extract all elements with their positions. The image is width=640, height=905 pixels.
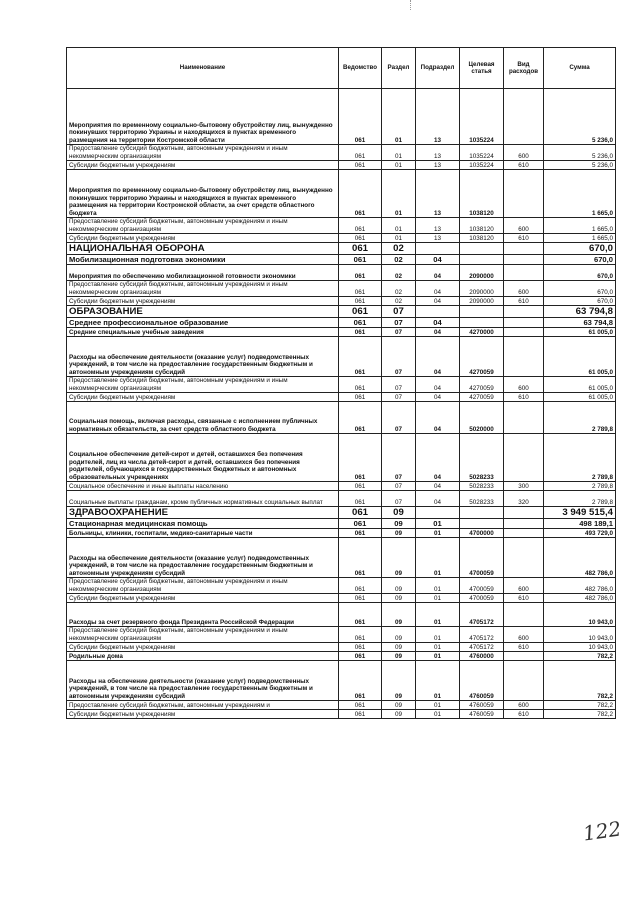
row-ved: 061 bbox=[339, 578, 382, 594]
table-row bbox=[67, 297, 616, 306]
row-razdel: 02 bbox=[382, 281, 416, 297]
table-row bbox=[67, 89, 616, 145]
row-vid: 600 bbox=[504, 627, 544, 643]
row-name: Расходы за счет резервного фонда Президента Российской Федерации bbox=[67, 603, 339, 627]
row-name: Родильные дома bbox=[67, 652, 339, 661]
row-podrazdel: 13 bbox=[416, 89, 460, 145]
row-ved: 061 bbox=[339, 482, 382, 491]
row-cel: 5028233 bbox=[460, 491, 504, 507]
row-vid bbox=[504, 328, 544, 337]
row-name: Субсидии бюджетным учреждениям bbox=[67, 393, 339, 402]
row-cel: 4760059 bbox=[460, 701, 504, 710]
row-cel: 5028233 bbox=[460, 434, 504, 482]
table-row bbox=[67, 328, 616, 337]
budget-table bbox=[66, 47, 616, 719]
row-razdel: 07 bbox=[382, 318, 416, 328]
row-name: Мероприятия по обеспечению мобилизационной готовности экономики bbox=[67, 265, 339, 281]
row-razdel: 07 bbox=[382, 491, 416, 507]
table-row bbox=[67, 281, 616, 297]
table-row bbox=[67, 306, 616, 318]
row-ved: 061 bbox=[339, 701, 382, 710]
row-summa: 482 786,0 bbox=[544, 594, 616, 603]
table-body bbox=[67, 89, 616, 719]
header-vid: Вид расходов bbox=[504, 48, 544, 89]
row-podrazdel: 04 bbox=[416, 318, 460, 328]
row-ved: 061 bbox=[339, 170, 382, 218]
table-row bbox=[67, 578, 616, 594]
row-vid: 600 bbox=[504, 218, 544, 234]
row-name: Предоставление субсидий бюджетным, автономным учреждениям и иным некоммерческим организациям bbox=[67, 218, 339, 234]
row-podrazdel: 04 bbox=[416, 337, 460, 377]
table-row bbox=[67, 594, 616, 603]
row-ved: 061 bbox=[339, 627, 382, 643]
table-row bbox=[67, 507, 616, 519]
row-razdel: 07 bbox=[382, 434, 416, 482]
row-vid bbox=[504, 652, 544, 661]
row-ved: 061 bbox=[339, 507, 382, 519]
row-podrazdel: 04 bbox=[416, 255, 460, 265]
row-ved: 061 bbox=[339, 491, 382, 507]
table-row bbox=[67, 519, 616, 529]
table-row bbox=[67, 529, 616, 538]
row-vid: 300 bbox=[504, 482, 544, 491]
row-razdel: 09 bbox=[382, 627, 416, 643]
row-vid: 610 bbox=[504, 710, 544, 719]
row-cel: 4705172 bbox=[460, 603, 504, 627]
row-ved: 061 bbox=[339, 89, 382, 145]
row-name: Предоставление субсидий бюджетным, автономным учреждениям и иным некоммерческим организациям bbox=[67, 377, 339, 393]
row-cel: 4700059 bbox=[460, 578, 504, 594]
row-ved: 061 bbox=[339, 529, 382, 538]
row-razdel: 07 bbox=[382, 402, 416, 434]
row-razdel: 01 bbox=[382, 218, 416, 234]
row-summa: 782,2 bbox=[544, 652, 616, 661]
table-row bbox=[67, 377, 616, 393]
table-header-row bbox=[67, 48, 616, 89]
row-summa: 1 665,0 bbox=[544, 170, 616, 218]
row-summa: 2 789,8 bbox=[544, 402, 616, 434]
row-razdel: 09 bbox=[382, 578, 416, 594]
row-vid: 610 bbox=[504, 297, 544, 306]
row-cel: 4700059 bbox=[460, 594, 504, 603]
row-vid bbox=[504, 306, 544, 318]
row-cel: 4270059 bbox=[460, 337, 504, 377]
row-razdel: 09 bbox=[382, 710, 416, 719]
row-cel: 2090000 bbox=[460, 281, 504, 297]
row-podrazdel bbox=[416, 306, 460, 318]
row-name: Субсидии бюджетным учреждениям bbox=[67, 161, 339, 170]
row-razdel: 01 bbox=[382, 234, 416, 243]
row-summa: 782,2 bbox=[544, 701, 616, 710]
row-razdel: 01 bbox=[382, 170, 416, 218]
table-row bbox=[67, 482, 616, 491]
page-number: 122 bbox=[581, 816, 623, 846]
row-name: Мобилизационная подготовка экономики bbox=[67, 255, 339, 265]
row-podrazdel: 04 bbox=[416, 434, 460, 482]
row-cel: 4270059 bbox=[460, 377, 504, 393]
header-cel: Целевая статья bbox=[460, 48, 504, 89]
row-name: Субсидии бюджетным учреждениям bbox=[67, 710, 339, 719]
row-ved: 061 bbox=[339, 337, 382, 377]
row-summa: 2 789,8 bbox=[544, 434, 616, 482]
row-summa: 782,2 bbox=[544, 710, 616, 719]
row-vid: 610 bbox=[504, 161, 544, 170]
row-name: Социальное обеспечение и иные выплаты населению bbox=[67, 482, 339, 491]
row-razdel: 09 bbox=[382, 538, 416, 578]
table-row bbox=[67, 243, 616, 255]
row-summa: 5 236,0 bbox=[544, 161, 616, 170]
row-ved: 061 bbox=[339, 218, 382, 234]
row-cel bbox=[460, 519, 504, 529]
row-ved: 061 bbox=[339, 161, 382, 170]
row-razdel: 01 bbox=[382, 145, 416, 161]
row-vid: 600 bbox=[504, 701, 544, 710]
row-name: Больницы, клиники, госпитали, медико-санитарные части bbox=[67, 529, 339, 538]
row-vid bbox=[504, 255, 544, 265]
row-podrazdel: 01 bbox=[416, 594, 460, 603]
row-summa: 1 665,0 bbox=[544, 218, 616, 234]
row-name: Субсидии бюджетным учреждениям bbox=[67, 643, 339, 652]
row-podrazdel: 13 bbox=[416, 145, 460, 161]
row-podrazdel: 01 bbox=[416, 519, 460, 529]
row-name: Стационарная медицинская помощь bbox=[67, 519, 339, 529]
row-razdel: 07 bbox=[382, 482, 416, 491]
row-razdel: 07 bbox=[382, 393, 416, 402]
row-name: Предоставление субсидий бюджетным, автономным учреждениям и иным некоммерческим организациям bbox=[67, 281, 339, 297]
row-cel: 1038120 bbox=[460, 218, 504, 234]
row-summa: 10 943,0 bbox=[544, 603, 616, 627]
row-ved: 061 bbox=[339, 434, 382, 482]
row-podrazdel: 01 bbox=[416, 627, 460, 643]
row-vid: 610 bbox=[504, 234, 544, 243]
row-ved: 061 bbox=[339, 255, 382, 265]
row-name: Предоставление субсидий бюджетным, автономным учреждениям и bbox=[67, 701, 339, 710]
row-cel: 4760000 bbox=[460, 652, 504, 661]
row-razdel: 09 bbox=[382, 701, 416, 710]
row-vid bbox=[504, 89, 544, 145]
table-row bbox=[67, 265, 616, 281]
row-cel: 4700059 bbox=[460, 538, 504, 578]
row-summa: 2 789,8 bbox=[544, 482, 616, 491]
row-vid bbox=[504, 402, 544, 434]
row-cel bbox=[460, 507, 504, 519]
row-podrazdel: 01 bbox=[416, 529, 460, 538]
row-name: Субсидии бюджетным учреждениям bbox=[67, 594, 339, 603]
row-name: Среднее профессиональное образование bbox=[67, 318, 339, 328]
row-summa: 61 005,0 bbox=[544, 328, 616, 337]
row-podrazdel: 04 bbox=[416, 328, 460, 337]
row-summa: 782,2 bbox=[544, 661, 616, 701]
row-cel: 4705172 bbox=[460, 627, 504, 643]
table-row bbox=[67, 234, 616, 243]
row-name: НАЦИОНАЛЬНАЯ ОБОРОНА bbox=[67, 243, 339, 255]
row-podrazdel: 04 bbox=[416, 265, 460, 281]
row-summa: 670,0 bbox=[544, 255, 616, 265]
row-podrazdel: 04 bbox=[416, 402, 460, 434]
row-summa: 5 236,0 bbox=[544, 89, 616, 145]
row-cel: 5020000 bbox=[460, 402, 504, 434]
row-cel: 4270059 bbox=[460, 393, 504, 402]
row-razdel: 09 bbox=[382, 652, 416, 661]
row-podrazdel: 01 bbox=[416, 538, 460, 578]
row-ved: 061 bbox=[339, 643, 382, 652]
table-row bbox=[67, 402, 616, 434]
row-cel: 4705172 bbox=[460, 643, 504, 652]
row-name: Расходы на обеспечение деятельности (оказание услуг) подведомственных учреждений, в том числе на предоставление государственным бюджетным и автономным учреждениям субсидий bbox=[67, 661, 339, 701]
row-razdel: 02 bbox=[382, 243, 416, 255]
row-summa: 1 665,0 bbox=[544, 234, 616, 243]
row-summa: 63 794,8 bbox=[544, 306, 616, 318]
row-ved: 061 bbox=[339, 519, 382, 529]
row-vid: 600 bbox=[504, 145, 544, 161]
row-ved: 061 bbox=[339, 234, 382, 243]
row-name: Предоставление субсидий бюджетным, автономным учреждениям и иным некоммерческим организациям bbox=[67, 578, 339, 594]
row-name: Социальное обеспечение детей-сирот и детей, оставшихся без попечения родителей, лиц из числа детей-сирот и детей, оставшихся без попечения родителей, обучающихся в государственных бюджетных и автономных образовательных учреждениях bbox=[67, 434, 339, 482]
scan-mark bbox=[410, 0, 412, 10]
row-razdel: 09 bbox=[382, 507, 416, 519]
row-cel: 1038120 bbox=[460, 234, 504, 243]
row-vid bbox=[504, 170, 544, 218]
row-cel: 4270000 bbox=[460, 328, 504, 337]
row-razdel: 02 bbox=[382, 255, 416, 265]
table-row bbox=[67, 603, 616, 627]
row-razdel: 09 bbox=[382, 529, 416, 538]
row-cel bbox=[460, 243, 504, 255]
row-name: Мероприятия по временному социально-бытовому обустройству лиц, вынужденно покинувших территорию Украины и находящихся в пунктах временного размещения на территории Костромской области, за счет средств областного бюджета bbox=[67, 170, 339, 218]
table-row bbox=[67, 255, 616, 265]
row-name: Социальная помощь, включая расходы, связанные с исполнением публичных нормативных обязательств, за счет средств областного бюджета bbox=[67, 402, 339, 434]
row-razdel: 07 bbox=[382, 377, 416, 393]
row-ved: 061 bbox=[339, 297, 382, 306]
row-podrazdel bbox=[416, 507, 460, 519]
row-ved: 061 bbox=[339, 318, 382, 328]
row-ved: 061 bbox=[339, 594, 382, 603]
row-name: Средние специальные учебные заведения bbox=[67, 328, 339, 337]
row-summa: 498 189,1 bbox=[544, 519, 616, 529]
row-razdel: 07 bbox=[382, 337, 416, 377]
row-razdel: 09 bbox=[382, 603, 416, 627]
row-name: Мероприятия по временному социально-бытовому обустройству лиц, вынужденно покинувших территорию Украины и находящихся в пунктах временного размещения на территории Костромской области bbox=[67, 89, 339, 145]
row-vid bbox=[504, 661, 544, 701]
table-row bbox=[67, 627, 616, 643]
row-summa: 670,0 bbox=[544, 265, 616, 281]
row-ved: 061 bbox=[339, 306, 382, 318]
row-vid: 320 bbox=[504, 491, 544, 507]
row-name: ЗДРАВООХРАНЕНИЕ bbox=[67, 507, 339, 519]
row-razdel: 01 bbox=[382, 89, 416, 145]
row-cel: 1038120 bbox=[460, 170, 504, 218]
row-summa: 482 786,0 bbox=[544, 578, 616, 594]
table-row bbox=[67, 393, 616, 402]
row-razdel: 09 bbox=[382, 661, 416, 701]
row-podrazdel: 01 bbox=[416, 603, 460, 627]
table-row bbox=[67, 661, 616, 701]
header-ved: Ведомство bbox=[339, 48, 382, 89]
row-name: Социальные выплаты гражданам, кроме публичных нормативных социальных выплат bbox=[67, 491, 339, 507]
row-name: Предоставление субсидий бюджетным, автономным учреждениям и иным некоммерческим организациям bbox=[67, 627, 339, 643]
row-summa: 670,0 bbox=[544, 297, 616, 306]
row-summa: 493 729,0 bbox=[544, 529, 616, 538]
row-podrazdel: 01 bbox=[416, 710, 460, 719]
table-row bbox=[67, 170, 616, 218]
row-podrazdel: 13 bbox=[416, 218, 460, 234]
row-summa: 670,0 bbox=[544, 281, 616, 297]
row-vid bbox=[504, 603, 544, 627]
row-vid bbox=[504, 265, 544, 281]
row-cel bbox=[460, 318, 504, 328]
row-name: Субсидии бюджетным учреждениям bbox=[67, 297, 339, 306]
row-summa: 61 005,0 bbox=[544, 337, 616, 377]
row-summa: 670,0 bbox=[544, 243, 616, 255]
row-cel: 4760059 bbox=[460, 710, 504, 719]
table-row bbox=[67, 538, 616, 578]
row-cel: 2090000 bbox=[460, 297, 504, 306]
table-row bbox=[67, 491, 616, 507]
row-name: Расходы на обеспечение деятельности (оказание услуг) подведомственных учреждений, в том числе на предоставление государственным бюджетным и автономным учреждениям субсидий bbox=[67, 337, 339, 377]
header-name: Наименование bbox=[67, 48, 339, 89]
row-vid: 610 bbox=[504, 393, 544, 402]
row-podrazdel bbox=[416, 243, 460, 255]
budget-table-sheet bbox=[66, 47, 615, 719]
table-row bbox=[67, 318, 616, 328]
row-ved: 061 bbox=[339, 710, 382, 719]
table-row bbox=[67, 652, 616, 661]
row-vid bbox=[504, 337, 544, 377]
row-podrazdel: 01 bbox=[416, 578, 460, 594]
row-vid: 610 bbox=[504, 594, 544, 603]
row-podrazdel: 04 bbox=[416, 393, 460, 402]
row-razdel: 02 bbox=[382, 297, 416, 306]
row-razdel: 09 bbox=[382, 594, 416, 603]
row-razdel: 09 bbox=[382, 519, 416, 529]
header-podrazdel: Подраздел bbox=[416, 48, 460, 89]
row-name: Расходы на обеспечение деятельности (оказание услуг) подведомственных учреждений, в том числе на предоставление государственным бюджетным и автономным учреждениям субсидий bbox=[67, 538, 339, 578]
row-name: Субсидии бюджетным учреждениям bbox=[67, 234, 339, 243]
row-ved: 061 bbox=[339, 402, 382, 434]
row-summa: 61 005,0 bbox=[544, 377, 616, 393]
row-razdel: 07 bbox=[382, 328, 416, 337]
row-vid bbox=[504, 519, 544, 529]
table-row bbox=[67, 643, 616, 652]
table-row bbox=[67, 161, 616, 170]
row-podrazdel: 04 bbox=[416, 281, 460, 297]
row-vid bbox=[504, 243, 544, 255]
row-podrazdel: 04 bbox=[416, 491, 460, 507]
row-podrazdel: 13 bbox=[416, 234, 460, 243]
row-cel: 1035224 bbox=[460, 145, 504, 161]
row-cel: 4700000 bbox=[460, 529, 504, 538]
table-row bbox=[67, 434, 616, 482]
header-summa: Сумма bbox=[544, 48, 616, 89]
row-vid bbox=[504, 507, 544, 519]
row-podrazdel: 13 bbox=[416, 161, 460, 170]
row-cel bbox=[460, 255, 504, 265]
row-summa: 3 949 515,4 bbox=[544, 507, 616, 519]
row-razdel: 07 bbox=[382, 306, 416, 318]
row-summa: 5 236,0 bbox=[544, 145, 616, 161]
row-ved: 061 bbox=[339, 243, 382, 255]
table-row bbox=[67, 701, 616, 710]
row-podrazdel: 01 bbox=[416, 701, 460, 710]
row-ved: 061 bbox=[339, 538, 382, 578]
table-row bbox=[67, 710, 616, 719]
row-podrazdel: 01 bbox=[416, 661, 460, 701]
row-cel: 2090000 bbox=[460, 265, 504, 281]
table-row bbox=[67, 218, 616, 234]
row-razdel: 02 bbox=[382, 265, 416, 281]
row-ved: 061 bbox=[339, 603, 382, 627]
row-podrazdel: 13 bbox=[416, 170, 460, 218]
row-vid: 600 bbox=[504, 578, 544, 594]
row-ved: 061 bbox=[339, 661, 382, 701]
row-ved: 061 bbox=[339, 652, 382, 661]
table-row bbox=[67, 337, 616, 377]
row-cel: 1035224 bbox=[460, 161, 504, 170]
row-podrazdel: 04 bbox=[416, 297, 460, 306]
row-cel: 5028233 bbox=[460, 482, 504, 491]
row-ved: 061 bbox=[339, 328, 382, 337]
row-razdel: 01 bbox=[382, 161, 416, 170]
row-name: ОБРАЗОВАНИЕ bbox=[67, 306, 339, 318]
row-cel bbox=[460, 306, 504, 318]
row-summa: 63 794,8 bbox=[544, 318, 616, 328]
row-vid bbox=[504, 529, 544, 538]
row-podrazdel: 01 bbox=[416, 643, 460, 652]
row-razdel: 09 bbox=[382, 643, 416, 652]
row-vid: 600 bbox=[504, 377, 544, 393]
row-vid: 600 bbox=[504, 281, 544, 297]
row-podrazdel: 01 bbox=[416, 652, 460, 661]
table-row bbox=[67, 145, 616, 161]
row-name: Предоставление субсидий бюджетным, автономным учреждениям и иным некоммерческим организациям bbox=[67, 145, 339, 161]
row-podrazdel: 04 bbox=[416, 482, 460, 491]
row-vid bbox=[504, 538, 544, 578]
row-summa: 10 943,0 bbox=[544, 627, 616, 643]
header-razdel: Раздел bbox=[382, 48, 416, 89]
row-ved: 061 bbox=[339, 281, 382, 297]
row-ved: 061 bbox=[339, 145, 382, 161]
row-ved: 061 bbox=[339, 377, 382, 393]
row-ved: 061 bbox=[339, 393, 382, 402]
row-cel: 1035224 bbox=[460, 89, 504, 145]
row-vid bbox=[504, 434, 544, 482]
row-vid: 610 bbox=[504, 643, 544, 652]
row-podrazdel: 04 bbox=[416, 377, 460, 393]
row-summa: 61 005,0 bbox=[544, 393, 616, 402]
row-summa: 482 786,0 bbox=[544, 538, 616, 578]
row-vid bbox=[504, 318, 544, 328]
row-cel: 4760059 bbox=[460, 661, 504, 701]
row-summa: 2 789,8 bbox=[544, 491, 616, 507]
row-summa: 10 943,0 bbox=[544, 643, 616, 652]
row-ved: 061 bbox=[339, 265, 382, 281]
